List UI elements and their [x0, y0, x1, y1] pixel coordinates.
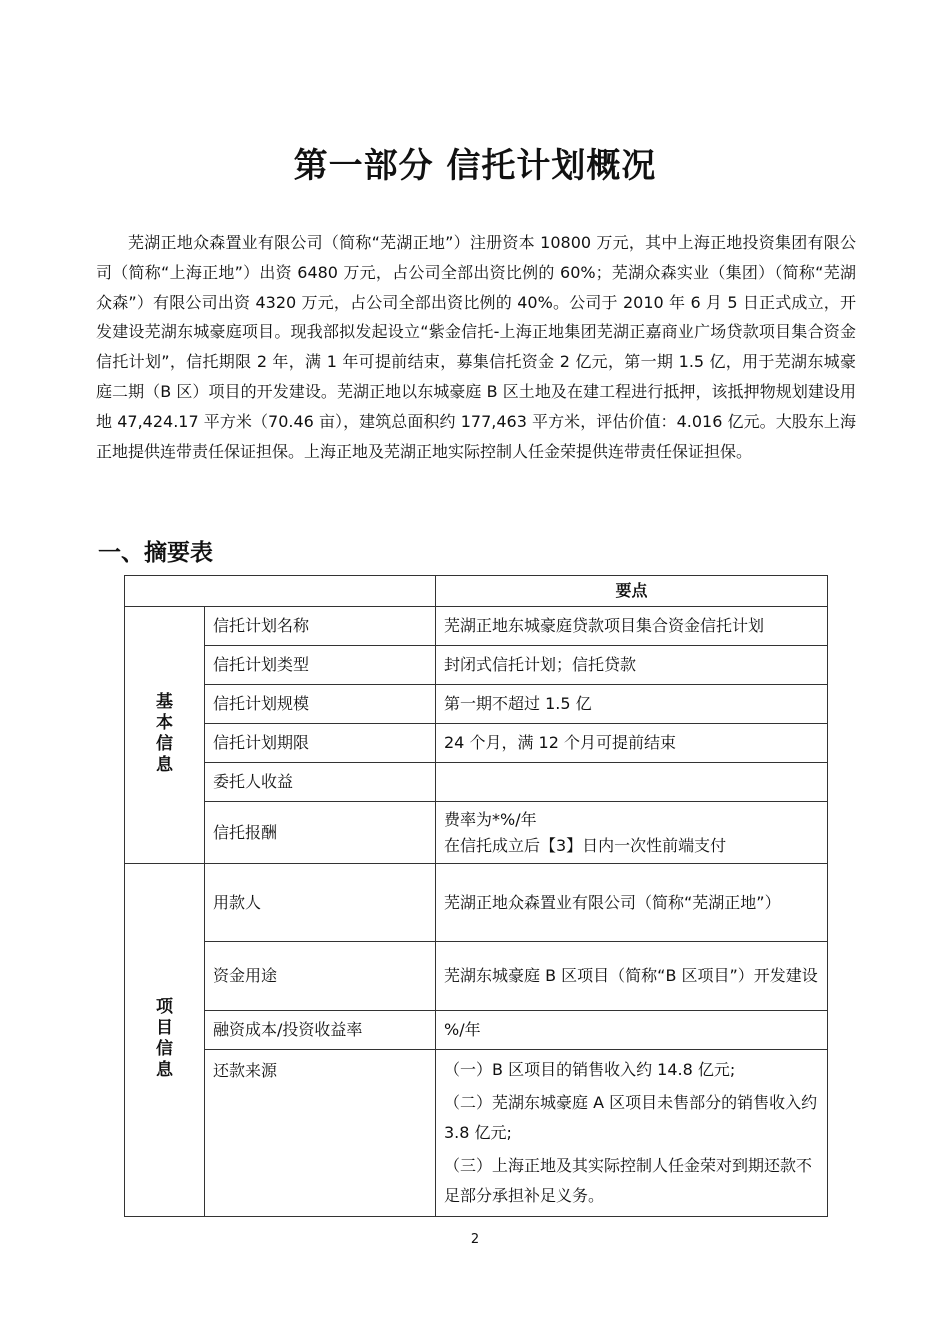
- table-row: [125, 724, 828, 763]
- summary-table: [124, 575, 828, 1217]
- table-row: [125, 1050, 828, 1217]
- row-value: %/年: [436, 1011, 828, 1050]
- row-value: 第一期不超过 1.5 亿: [436, 685, 828, 724]
- section-heading: 一、摘要表: [98, 540, 213, 566]
- table-row: [125, 685, 828, 724]
- header-empty-cell: [125, 576, 436, 607]
- row-value: 24 个月，满 12 个月可提前结束: [436, 724, 828, 763]
- row-value: 芜湖正地东城豪庭贷款项目集合资金信托计划: [436, 607, 828, 646]
- table-row: [125, 864, 828, 942]
- row-value: 芜湖正地众森置业有限公司（简称“芜湖正地”）: [436, 864, 828, 942]
- row-value: 封闭式信托计划；信托贷款: [436, 646, 828, 685]
- fee-payment-text: 在信托成立后【3】日内一次性前端支付: [444, 835, 727, 855]
- row-label: 融资成本/投资收益率: [205, 1011, 436, 1050]
- row-label: 信托计划名称: [205, 607, 436, 646]
- row-value: [436, 1050, 828, 1217]
- row-value: [436, 763, 828, 802]
- row-label: 信托计划类型: [205, 646, 436, 685]
- repayment-source-item: （二）芜湖东城豪庭 A 区项目未售部分的销售收入约 3.8 亿元;: [444, 1093, 818, 1142]
- row-label: 信托计划规模: [205, 685, 436, 724]
- group-project-info: [125, 864, 205, 1217]
- table-row: [125, 802, 828, 864]
- row-value: [436, 802, 828, 864]
- page-number: 2: [470, 1232, 480, 1247]
- table-row: [125, 646, 828, 685]
- repayment-source-item: （一）B 区项目的销售收入约 14.8 亿元;: [444, 1060, 736, 1079]
- table-row: [125, 763, 828, 802]
- table-row: [125, 607, 828, 646]
- table-row: [125, 1011, 828, 1050]
- table-row: [125, 942, 828, 1011]
- row-label: 信托计划期限: [205, 724, 436, 763]
- row-label: 委托人收益: [205, 763, 436, 802]
- intro-paragraph: 芜湖正地众森置业有限公司（简称“芜湖正地”）注册资本 10800 万元，其中上海正地投资集团有限公司（简称“上海正地”）出资 6480 万元，占公司全部出资比例的 60%；芜湖众森实业（集团）（简称“芜湖众森”）有限公司出资 4320 万元，占公司全部出资比例的 40%。公司于 2010 年 6 月 5 日正式成立，开发建设芜湖东城豪庭项目。现我部拟发起设立“紫金信托-上海正地集团芜湖正嘉商业广场贷款项目集合资金信托计划”，信托期限 2 年，满 1 年可提前结束，募集信托资金 2 亿元，第一期 1.5 亿，用于芜湖东城豪庭二期（B 区）项目的开发建设。芜湖正地以东城豪庭 B 区土地及在建工程进行抵押，该抵押物规划建设用地 47,424.17 平方米（70.46 亩），建筑总面积约 177,463 平方米，评估价值：4.016 亿元。大股东上海正地提供连带责任保证担保。上海正地及芜湖正地实际控制人任金荣提供连带责任保证担保。: [96, 233, 856, 461]
- fee-rate-text: 费率为*%/年: [444, 809, 537, 829]
- row-label: 还款来源: [205, 1050, 436, 1217]
- row-value: 芜湖东城豪庭 B 区项目（简称“B 区项目”）开发建设: [436, 942, 828, 1011]
- row-label: 信托报酬: [205, 802, 436, 864]
- group-label-project: 项目信息: [156, 997, 173, 1080]
- group-label-basic: 基本信息: [156, 692, 173, 775]
- row-label: 资金用途: [205, 942, 436, 1011]
- group-basic-info: [125, 607, 205, 864]
- repayment-source-item: （三）上海正地及其实际控制人任金荣对到期还款不足部分承担补足义务。: [444, 1156, 813, 1205]
- table-header-row: [125, 576, 828, 607]
- row-label: 用款人: [205, 864, 436, 942]
- page-title: 第一部分 信托计划概况: [293, 146, 657, 186]
- header-key-points: 要点: [436, 576, 828, 607]
